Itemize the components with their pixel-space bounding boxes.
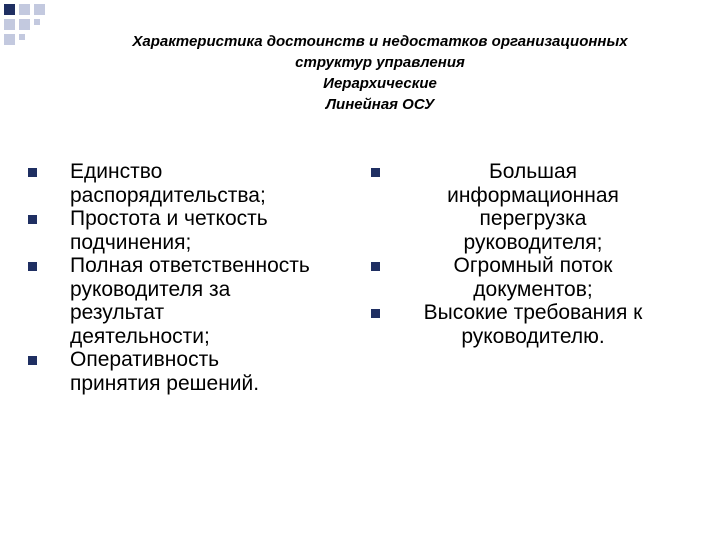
item-line: результат: [70, 301, 165, 324]
square-bullet-icon: [28, 262, 37, 271]
title-line-3: Иерархические: [323, 75, 437, 92]
list-item-advantage-4: [8, 348, 358, 395]
square-bullet-icon: [371, 309, 380, 318]
item-line: руководителя;: [463, 230, 603, 254]
list-item-disadvantage-3: [365, 301, 665, 348]
list-item-advantage-3: [8, 254, 358, 348]
list-item-disadvantage-2: [365, 254, 665, 301]
title-line-1: Характеристика достоинств и недостатков организационных: [132, 33, 628, 50]
item-line: перегрузка: [479, 207, 587, 230]
square-bullet-icon: [371, 168, 380, 177]
item-line: Полная ответственность: [70, 254, 310, 277]
square-bullet-icon: [28, 356, 37, 365]
square-bullet-icon: [371, 262, 380, 271]
item-line: подчинения;: [70, 230, 192, 254]
title-line-4: Линейная ОСУ: [325, 96, 435, 113]
disadvantages-list: [365, 160, 665, 348]
item-line: Огромный поток: [453, 254, 613, 277]
item-line: документов;: [473, 277, 593, 301]
item-line: принятия решений.: [70, 371, 260, 395]
item-line: деятельности;: [70, 324, 210, 348]
list-item-advantage-2: [8, 207, 358, 254]
square-bullet-icon: [28, 215, 37, 224]
title-line-2: структур управления: [295, 54, 465, 71]
item-line: руководителя за: [70, 277, 231, 301]
list-item-disadvantage-1: [365, 160, 665, 254]
item-line: Простота и четкость: [70, 207, 268, 230]
corner-squares-decoration: [0, 0, 60, 60]
item-line: распорядительства;: [70, 183, 266, 207]
item-line: руководителю.: [461, 324, 605, 348]
item-line: Единство: [70, 160, 163, 183]
list-item-advantage-1: [8, 160, 358, 207]
slide-title: [60, 31, 700, 115]
square-bullet-icon: [28, 168, 37, 177]
item-line: Оперативность: [70, 348, 220, 371]
advantages-list: [8, 160, 358, 395]
item-line: информационная: [447, 183, 619, 207]
item-line: Высокие требования к: [423, 301, 643, 324]
item-line: Большая: [488, 160, 578, 183]
